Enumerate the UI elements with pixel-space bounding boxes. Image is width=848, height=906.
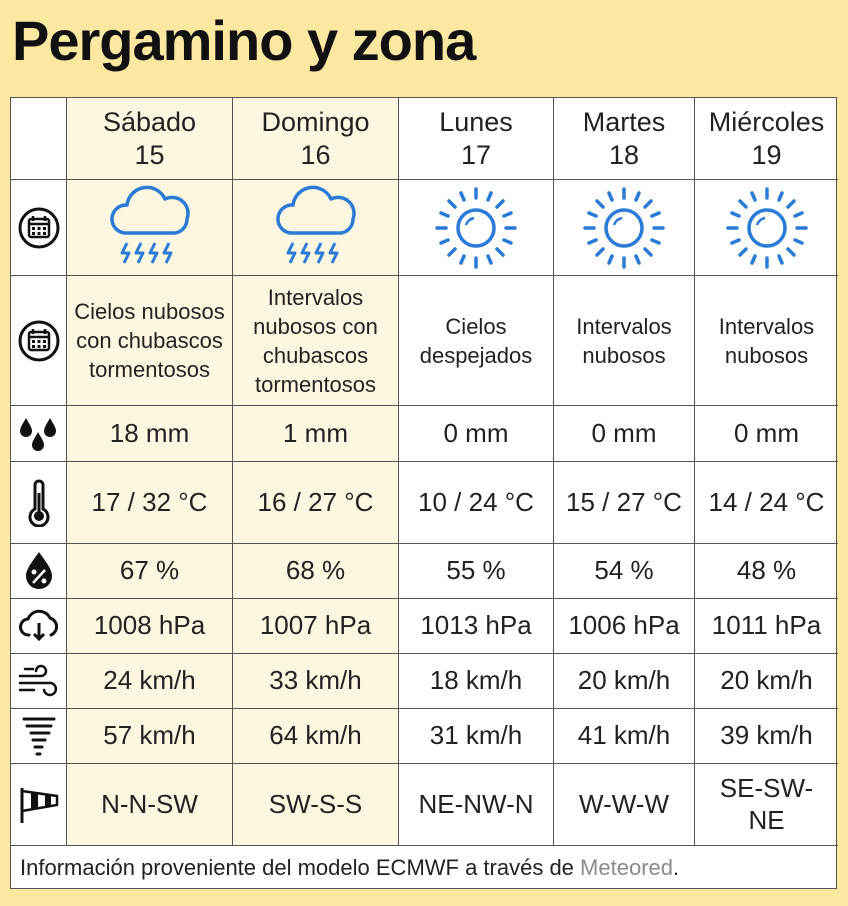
sun-icon: [724, 185, 810, 271]
temperature-cell: 15 / 27 °C: [554, 462, 695, 544]
humidity-cell: 67 %: [67, 544, 233, 599]
weather-icon-cell: [695, 180, 838, 276]
source-link[interactable]: Meteored: [580, 854, 673, 880]
wind-speed-cell: 18 km/h: [399, 654, 554, 709]
day-name: Lunes: [439, 106, 513, 137]
precipitation-cell: 1 mm: [233, 406, 399, 462]
wind-speed-cell: 24 km/h: [67, 654, 233, 709]
footer-text: Información proveniente del modelo ECMWF a través de: [20, 854, 574, 880]
description-cell: Cielos despejados: [399, 276, 554, 406]
day-date: 16: [300, 139, 331, 170]
humidity-cell: 55 %: [399, 544, 554, 599]
day-date: 18: [608, 139, 640, 170]
tornado-icon: [21, 714, 57, 758]
gusts-cell: 64 km/h: [233, 709, 399, 764]
row-icon-cell: [11, 599, 67, 654]
description-cell: Intervalos nubosos: [554, 276, 695, 406]
day-name: Domingo: [261, 106, 370, 137]
temperature-cell: 10 / 24 °C: [399, 462, 554, 544]
wind-direction-cell: [695, 764, 838, 846]
footer-note: [11, 846, 838, 890]
day-header: [554, 98, 695, 180]
day-header: [67, 98, 233, 180]
wind-direction-cell: SW-S-S: [233, 764, 399, 846]
precipitation-cell: 0 mm: [695, 406, 838, 462]
calendar-icon: [18, 207, 60, 249]
pressure-cell: 1013 hPa: [399, 599, 554, 654]
gusts-cell: 57 km/h: [67, 709, 233, 764]
row-icon-cell: [11, 544, 67, 599]
precipitation-cell: 0 mm: [399, 406, 554, 462]
pressure-cell: 1011 hPa: [695, 599, 838, 654]
precipitation-cell: 18 mm: [67, 406, 233, 462]
pressure-icon: [17, 608, 61, 644]
row-icon-cell: [11, 276, 67, 406]
wind-direction-cell: W-W-W: [554, 764, 695, 846]
day-header: [233, 98, 399, 180]
row-icon-cell: [11, 709, 67, 764]
pressure-cell: 1008 hPa: [67, 599, 233, 654]
weather-icon-cell: [233, 180, 399, 276]
weather-icon-cell: [399, 180, 554, 276]
row-icon-cell: [11, 462, 67, 544]
raindrops-icon: [17, 414, 61, 454]
weather-icon-cell: [554, 180, 695, 276]
thunderstorm-cloud-icon: [105, 185, 195, 271]
humidity-cell: 68 %: [233, 544, 399, 599]
footer-end: .: [673, 854, 680, 880]
row-icon-cell: [11, 180, 67, 276]
thermometer-icon: [24, 479, 54, 527]
day-name: Martes: [582, 106, 666, 137]
thunderstorm-cloud-icon: [271, 185, 361, 271]
row-icon-cell: [11, 654, 67, 709]
humidity-cell: 48 %: [695, 544, 838, 599]
temperature-cell: 17 / 32 °C: [67, 462, 233, 544]
humidity-icon: [21, 550, 57, 592]
row-icon-cell: [11, 406, 67, 462]
windsock-icon: [17, 785, 61, 825]
wind-direction-cell: NE-NW-N: [399, 764, 554, 846]
temperature-cell: 14 / 24 °C: [695, 462, 838, 544]
calendar-icon: [18, 320, 60, 362]
humidity-cell: 54 %: [554, 544, 695, 599]
gusts-cell: 39 km/h: [695, 709, 838, 764]
description-cell: Cielos nubosos con chubascos tormentosos: [67, 276, 233, 406]
description-cell: Intervalos nubosos con chubascos tormentosos: [233, 276, 399, 406]
wind-direction-value: SE-SW-NE: [719, 773, 814, 835]
day-header: [695, 98, 838, 180]
day-name: Miércoles: [708, 106, 825, 137]
wind-speed-cell: 20 km/h: [695, 654, 838, 709]
wind-icon: [17, 664, 61, 698]
day-header: [399, 98, 554, 180]
weather-icon-cell: [67, 180, 233, 276]
forecast-table: [10, 97, 837, 889]
description-cell: Intervalos nubosos: [695, 276, 838, 406]
wind-speed-cell: 20 km/h: [554, 654, 695, 709]
wind-direction-cell: N-N-SW: [67, 764, 233, 846]
day-name: Sábado: [102, 106, 197, 137]
page-title: Pergamino y zona: [12, 9, 476, 72]
day-date: 17: [460, 139, 492, 170]
wind-speed-cell: 33 km/h: [233, 654, 399, 709]
corner-cell: [11, 98, 67, 180]
sun-icon: [433, 185, 519, 271]
gusts-cell: 31 km/h: [399, 709, 554, 764]
day-date: 15: [134, 139, 165, 170]
pressure-cell: 1007 hPa: [233, 599, 399, 654]
gusts-cell: 41 km/h: [554, 709, 695, 764]
pressure-cell: 1006 hPa: [554, 599, 695, 654]
sun-icon: [581, 185, 667, 271]
day-date: 19: [751, 139, 782, 170]
precipitation-cell: 0 mm: [554, 406, 695, 462]
temperature-cell: 16 / 27 °C: [233, 462, 399, 544]
row-icon-cell: [11, 764, 67, 846]
